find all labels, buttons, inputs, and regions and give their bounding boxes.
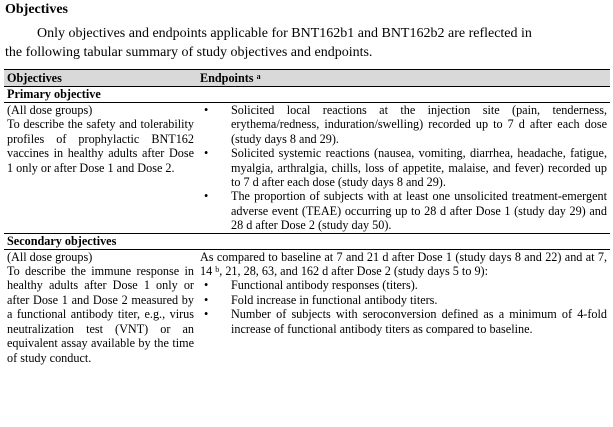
primary-objective-row: [4, 103, 610, 234]
secondary-section-row: [4, 233, 610, 249]
list-item: [200, 278, 607, 292]
secondary-endpoints-cell: [197, 249, 610, 365]
primary-dose-group: (All dose groups): [7, 103, 93, 117]
primary-objective-text: To describe the safety and tolerability profiles of prophylactic BNT162 vaccines in healthy adults after Dose 1 only or after Dose 1 and Dose 2.: [7, 117, 194, 175]
primary-objective-cell: [4, 103, 197, 234]
primary-endpoints-cell: [197, 103, 610, 234]
secondary-objective-text: To describe the immune response in healthy adults after Dose 1 only or after Dose 1 and Dose 2 measured by a functional antibody titer, e.g., virus neutralization test (VNT) or an equivalent assay available by the time of study conduct.: [7, 264, 194, 365]
bullet-icon: •: [204, 278, 209, 293]
endpoint-footnote-marker: b: [215, 265, 220, 275]
intro-line-1: Only objectives and endpoints applicable for BNT162b1 and BNT162b2 are reflected in: [37, 26, 532, 41]
objectives-column-header: Objectives: [4, 70, 197, 87]
bullet-icon: •: [204, 189, 209, 204]
secondary-endpoints-list: [200, 278, 607, 336]
objectives-endpoints-table: [4, 69, 610, 365]
bullet-icon: •: [204, 103, 209, 117]
endpoint-intro-text: As compared to baseline at 7 and 21 d after Dose 1 (study days 8 and 22) and at 7, 14: [200, 249, 607, 279]
table-header-row: [4, 70, 610, 87]
secondary-endpoint-intro: [200, 250, 607, 279]
intro-paragraph: [5, 24, 608, 62]
endpoint-intro-text-cont: , 21, 28, 63, and 162 d after Dose 2 (study days 5 to 9):: [219, 264, 488, 279]
list-item: [200, 307, 607, 336]
primary-endpoints-list: [200, 103, 607, 233]
endpoint-text: Fold increase in functional antibody titers.: [231, 292, 438, 307]
secondary-objective-row: [4, 249, 610, 365]
endpoints-column-header: [197, 70, 610, 87]
primary-section-label: Primary objective: [4, 87, 610, 103]
list-item: [200, 146, 607, 189]
endpoint-text: The proportion of subjects with at least one unsolicited treatment-emergent adverse event (TEAE) occurring up to 28 d after Dose 1 (study day 29) and 28 d after Dose 2 (study day 50).: [231, 189, 607, 233]
bullet-icon: •: [204, 146, 209, 161]
list-item: [200, 293, 607, 307]
bullet-icon: •: [204, 292, 209, 307]
endpoint-text: Solicited systemic reactions (nausea, vomiting, diarrhea, headache, fatigue, myalgia, arthralgia, chills, loss of appetite, malaise, and fever) recorded up to 7 d after each dose (study days 8 and 29).: [231, 146, 607, 190]
intro-line-2: the following tabular summary of study objectives and endpoints.: [5, 45, 373, 60]
secondary-objective-cell: [4, 249, 197, 365]
secondary-dose-group: (All dose groups): [7, 249, 93, 264]
primary-section-row: [4, 87, 610, 103]
list-item: [200, 103, 607, 146]
list-item: [200, 189, 607, 232]
bullet-icon: •: [204, 307, 209, 322]
endpoint-text: Functional antibody responses (titers).: [231, 278, 418, 293]
section-heading: Objectives: [5, 2, 68, 17]
endpoint-text: Number of subjects with seroconversion defined as a minimum of 4-fold increase of functional antibody titers as compared to baseline.: [231, 307, 607, 336]
endpoints-header-label: Endpoints: [200, 71, 254, 86]
secondary-section-label: Secondary objectives: [4, 233, 610, 249]
endpoint-text: Solicited local reactions at the injection site (pain, tenderness, erythema/redness, induration/swelling) recorded up to 7 d after each dose (study days 8 and 29).: [231, 103, 607, 146]
endpoints-footnote-marker: a: [256, 72, 261, 82]
